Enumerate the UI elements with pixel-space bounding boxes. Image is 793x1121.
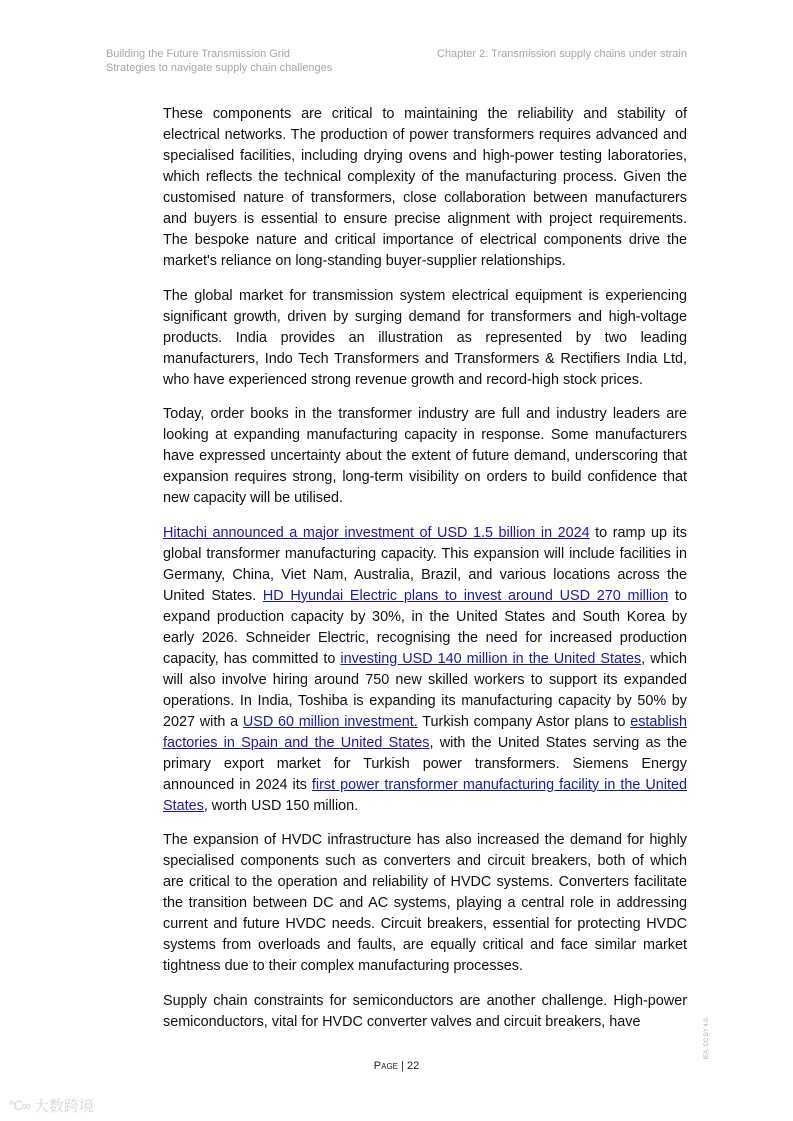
page-label: Page bbox=[373, 1060, 398, 1072]
text-span: , which will also involve hiring around 750 new skilled workers to support its expanded operations. In India, Toshiba is expanding its manufacturing capacity by 50% by 2027 with a bbox=[163, 650, 687, 730]
paragraph: Supply chain constraints for semiconductors are another challenge. High-power semiconductors, vital for HVDC converter valves and circuit breakers, have bbox=[163, 992, 687, 1030]
text-span: Turkish company Astor plans to bbox=[417, 713, 631, 730]
link-astor-factories[interactable]: establish factories in Spain and the United States bbox=[163, 713, 687, 751]
page-separator: | bbox=[398, 1060, 407, 1072]
document-title: Building the Future Transmission Grid bbox=[106, 48, 291, 60]
page-number bbox=[0, 1060, 793, 1072]
link-toshiba-investment[interactable]: USD 60 million investment. bbox=[242, 713, 418, 730]
paragraph: The global market for transmission system electrical equipment is experiencing significant growth, driven by surging demand for transformers and high-voltage products. India provides an illustration as represented by two leading manufacturers, Indo Tech Transformers and Transformers & Rectifiers India Ltd, who have experienced strong revenue growth and record-high stock prices. bbox=[163, 287, 687, 388]
chapter-header: Chapter 2: Transmission supply chains under strain bbox=[436, 48, 687, 60]
body-text bbox=[163, 104, 687, 1046]
page-number-value: 22 bbox=[406, 1060, 420, 1072]
watermark-logo-icon: ℃∞ bbox=[8, 1097, 30, 1113]
text-span: , with the United States serving as the primary export market for Turkish power transformers. Siemens Energy announced in 2024 its bbox=[163, 734, 687, 793]
watermark-text: 大数跨境 bbox=[33, 1098, 94, 1115]
paragraph: These components are critical to maintaining the reliability and stability of electrical networks. The production of power transformers requires advanced and specialised facilities, including drying ovens and high-power testing laboratories, which reflects the technical complexity of the manufacturing process. Given the customised nature of transformers, close collaboration between manufacturers and buyers is essential to ensure precise alignment with project requirements. The bespoke nature and critical importance of electrical components drive the market's reliance on long-standing buyer-supplier relationships. bbox=[163, 106, 687, 269]
license-notice: IEA. CC BY 4.0. bbox=[704, 1016, 710, 1060]
paragraph: The expansion of HVDC infrastructure has also increased the demand for highly specialised components such as converters and circuit breakers, both of which are critical to the operation and reliability of HVDC systems. Converters facilitate the transition between DC and AC systems, playing a central role in addressing current and future HVDC needs. Circuit breakers, essential for protecting HVDC systems from overloads and faults, are equally critical and face similar market tightness due to their complex manufacturing processes. bbox=[163, 832, 687, 974]
paragraph: Today, order books in the transformer industry are full and industry leaders are looking at expanding manufacturing capacity in response. Some manufacturers have expressed uncertainty about the extent of future demand, underscoring that expansion requires strong, long-term visibility on orders to build confidence that new capacity will be utilised. bbox=[163, 406, 687, 506]
link-schneider-investment[interactable]: investing USD 140 million in the United States bbox=[340, 650, 642, 667]
text-span: to ramp up its global transformer manufacturing capacity. This expansion will include facilities in Germany, China, Viet Nam, Australia, Brazil, and various locations across the United States. bbox=[163, 524, 687, 604]
text-span: , worth USD 150 million. bbox=[203, 797, 359, 814]
watermark bbox=[8, 1095, 94, 1116]
paragraph-investments bbox=[163, 523, 687, 817]
text-span: to expand production capacity by 30%, in the United States and South Korea by early 2026. Schneider Electric, recognising the need for increased production capacity, has committed to bbox=[163, 587, 688, 667]
link-hd-hyundai-investment[interactable]: HD Hyundai Electric plans to invest around USD 270 million bbox=[262, 587, 669, 604]
document-subtitle: Strategies to navigate supply chain challenges bbox=[106, 62, 333, 74]
link-siemens-facility[interactable]: first power transformer manufacturing facility in the United States bbox=[163, 776, 687, 814]
link-hitachi-investment[interactable]: Hitachi announced a major investment of USD 1.5 billion in 2024 bbox=[163, 524, 590, 541]
running-header-left bbox=[106, 47, 332, 75]
